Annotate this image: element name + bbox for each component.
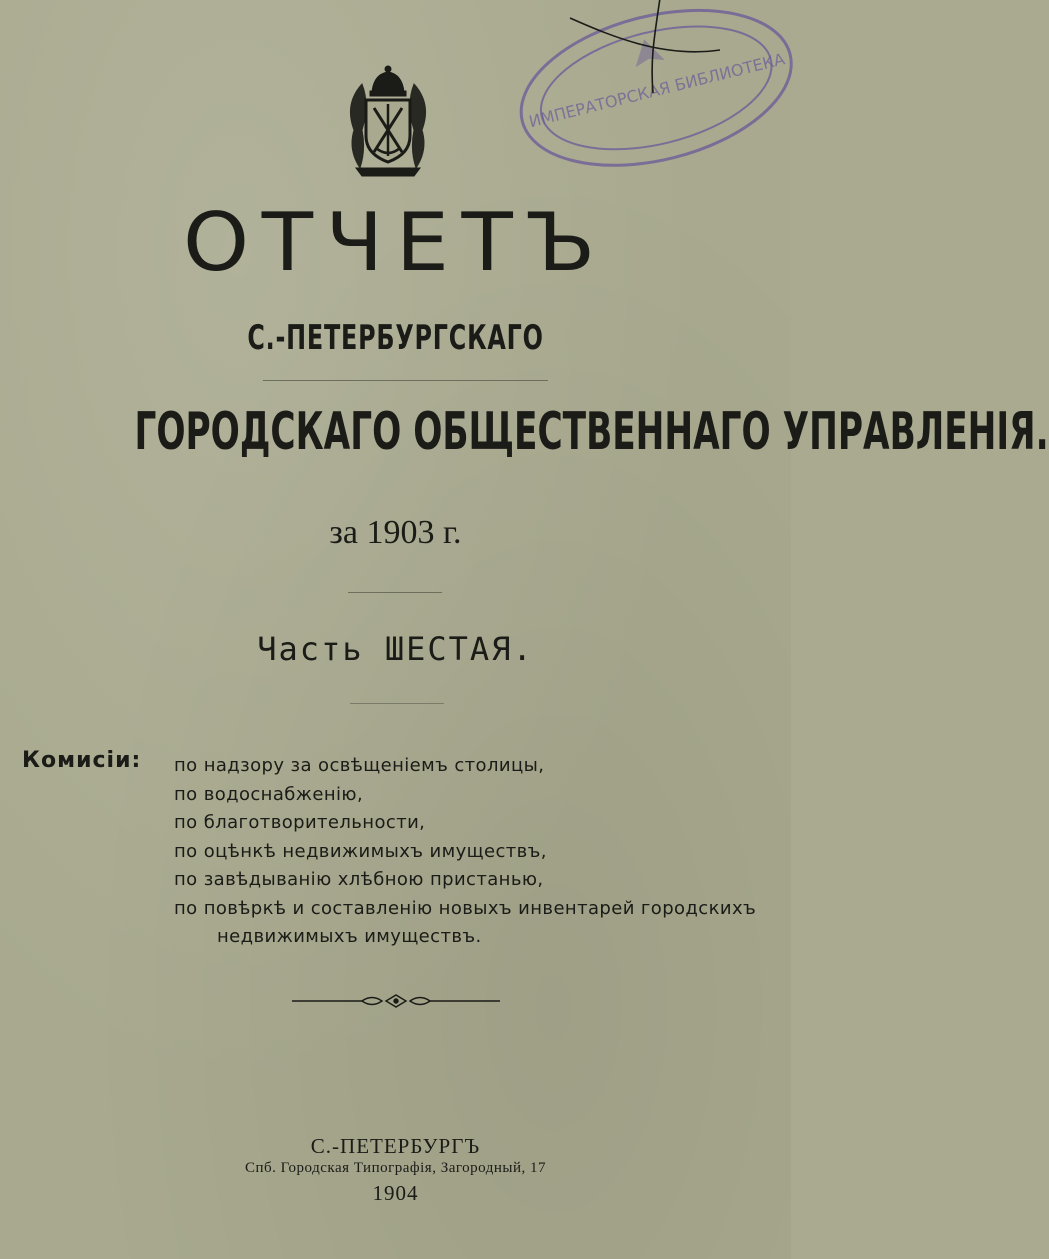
imprint-press: Спб. Городская Типографія, Загородный, 17 [245, 1160, 546, 1176]
commission-item: по водоснабженію, [174, 783, 364, 805]
commission-item: недвижимыхъ имуществъ. [217, 926, 482, 947]
library-stamp-icon [505, 0, 805, 188]
commission-item: по повѣркѣ и составленію новыхъ инвентарей городскихъ [174, 897, 757, 919]
coat-of-arms-icon [336, 64, 440, 178]
report-year: за 1903 г. [329, 514, 462, 551]
subtitle-city: С.-ПЕТЕРБУРГСКАГО [247, 318, 544, 358]
imprint-city: С.-ПЕТЕРБУРГЪ [310, 1134, 481, 1158]
commission-item: по завѣдыванію хлѣбною пристанью, [174, 869, 544, 890]
subtitle-administration: ГОРОДСКАГО ОБЩЕСТВЕННАГО УПРАВЛЕНІЯ. [134, 402, 1049, 462]
commission-item: по оцѣнкѣ недвижимыхъ имуществъ, [174, 840, 547, 862]
commissions-list [174, 752, 756, 952]
commission-item: по надзору за освѣщеніемъ столицы, [174, 755, 545, 776]
imprint-year: 1904 [372, 1181, 419, 1205]
stamp-text: ИМПЕРАТОРСКАЯ БИБЛИОТЕКА [526, 49, 787, 132]
divider-rule [263, 380, 548, 381]
commission-item: по благотворительности, [174, 812, 426, 833]
ornamental-divider-icon [292, 992, 500, 1010]
document-title: ОТЧЕТЪ [183, 196, 608, 289]
divider-rule [350, 703, 444, 704]
part-label: Часть ШЕСТАЯ. [257, 630, 534, 668]
commissions-label: Комисіи: [22, 748, 142, 773]
divider-rule [348, 592, 442, 593]
